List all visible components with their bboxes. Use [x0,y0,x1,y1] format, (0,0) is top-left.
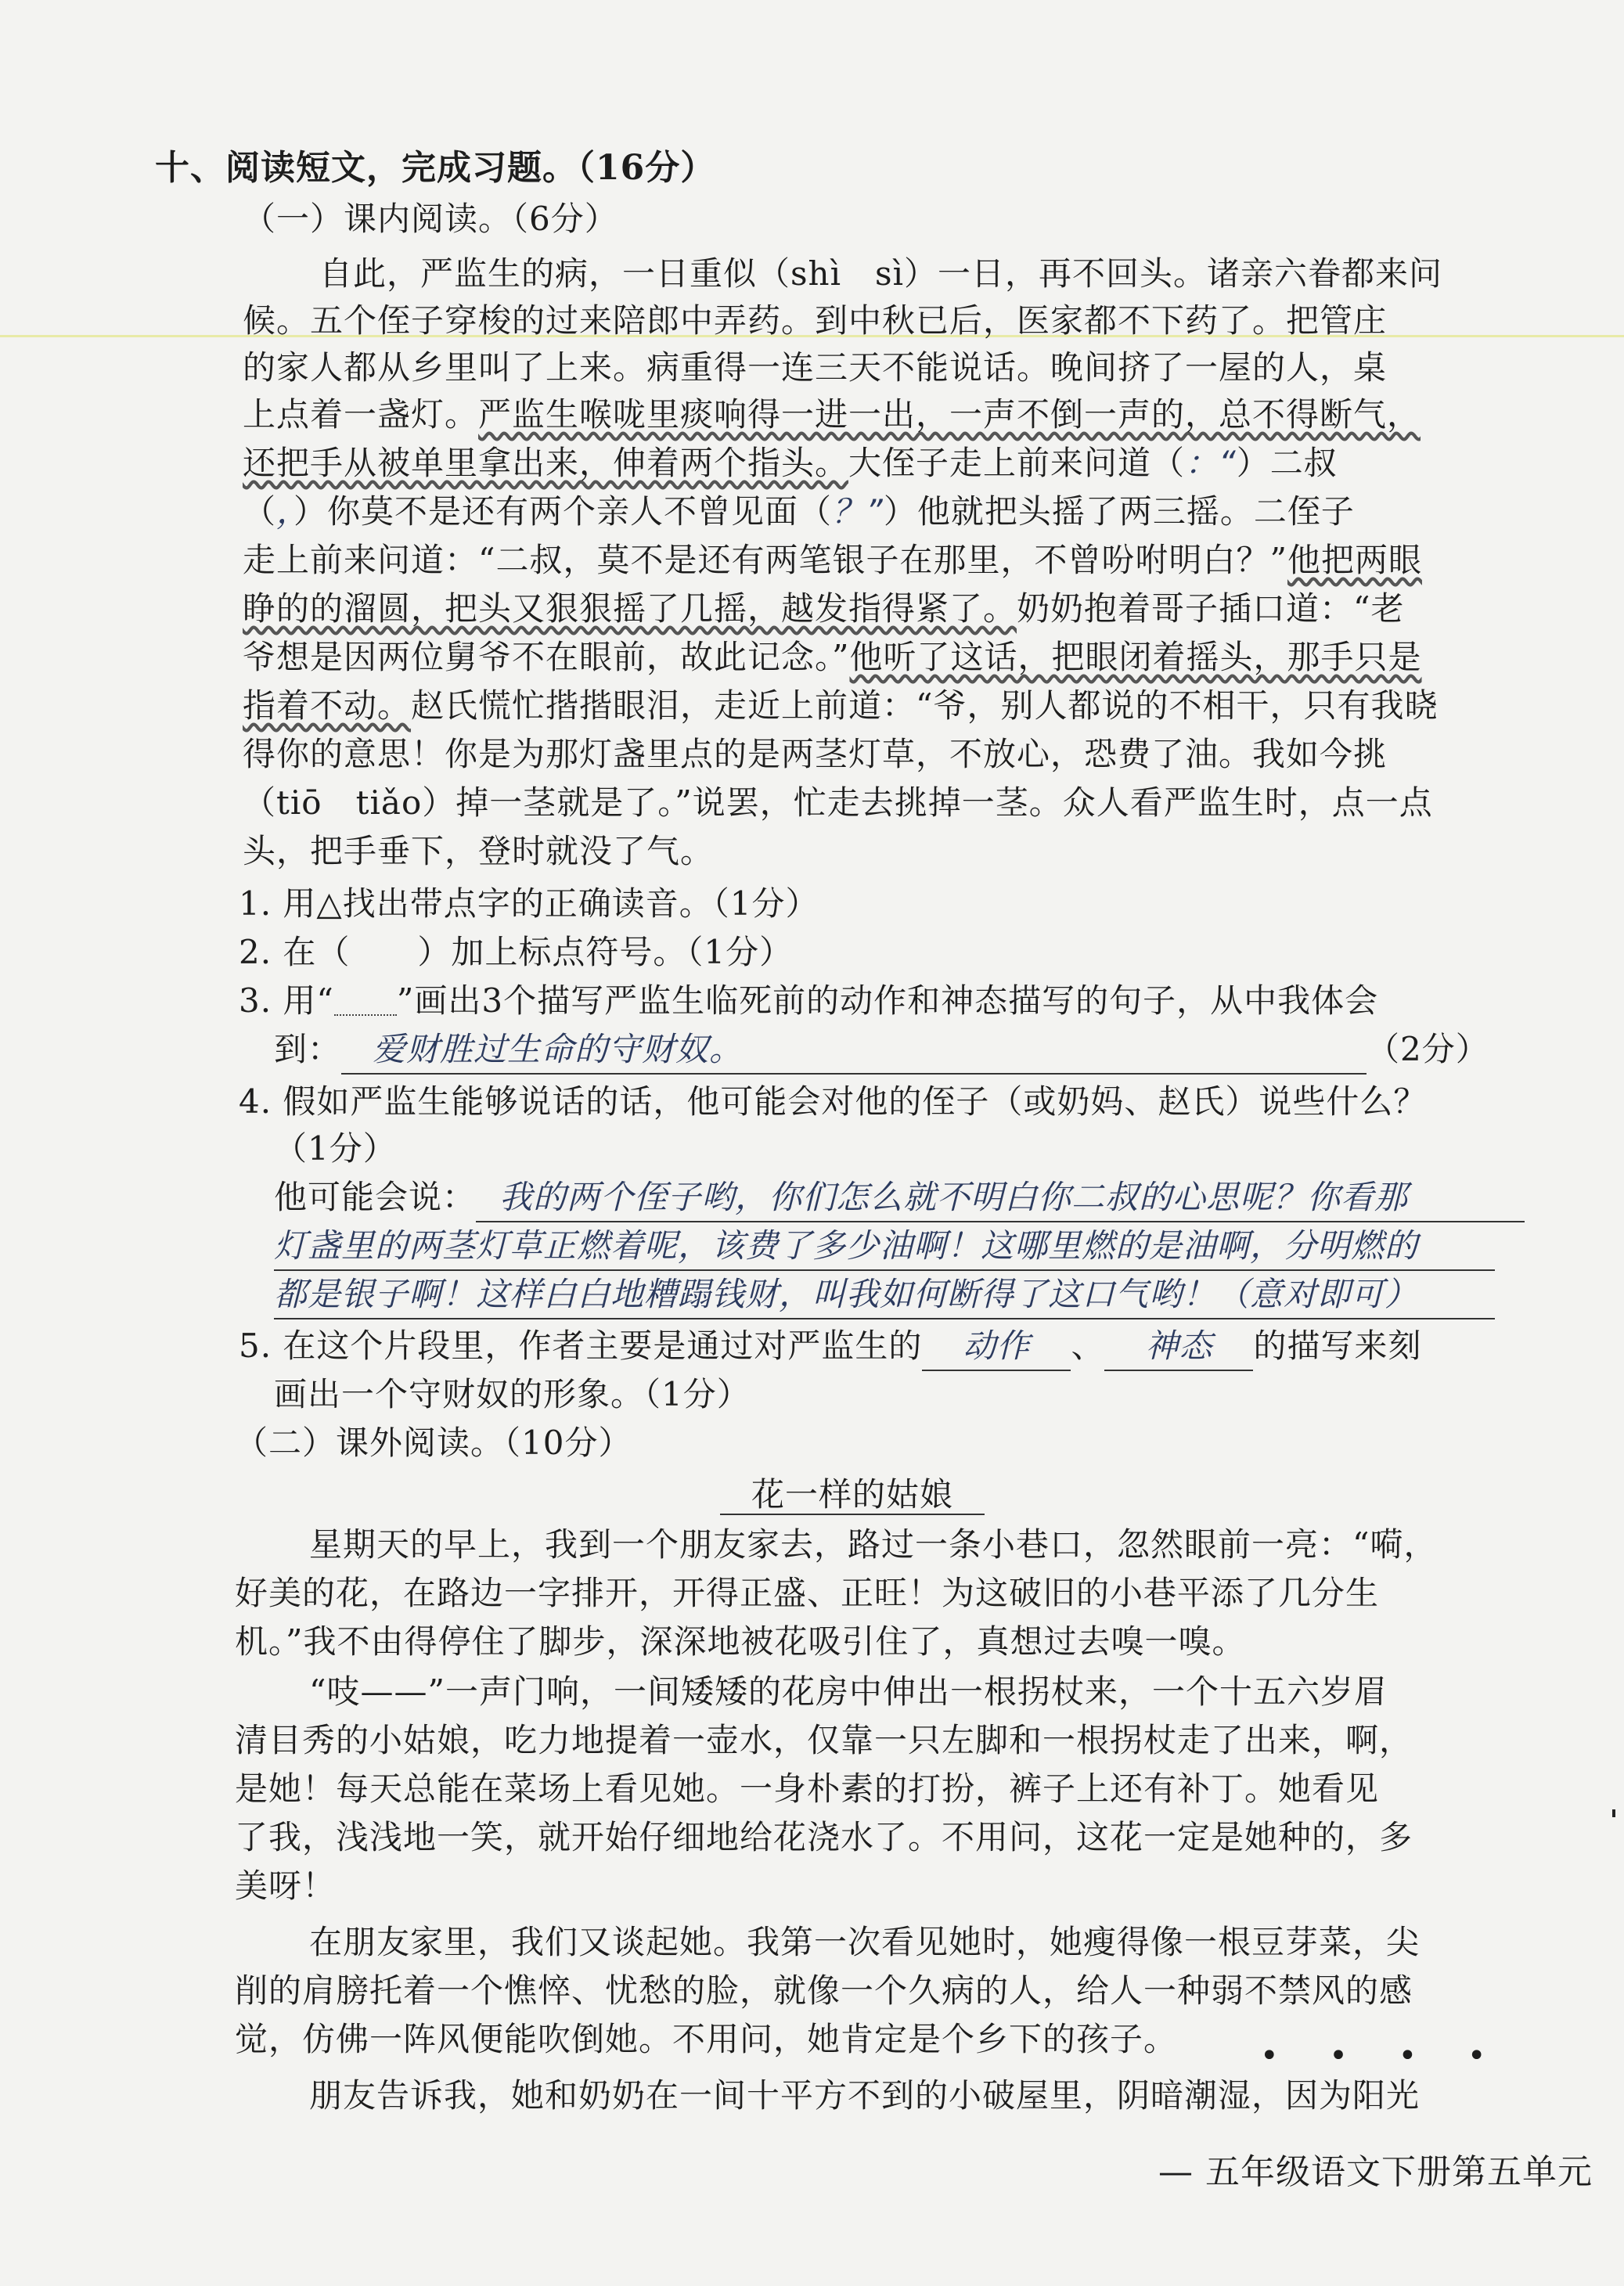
question-5a: 5. 在这个片段里，作者主要是通过对严监生的 [239,1327,923,1365]
p2-line-5: 清目秀的小姑娘，吃力地提着一壶水，仅靠一只左脚和一根拐杖走了出来，啊， [235,1721,1413,1759]
p2-line-3: 机。”我不由得停住了脚步，深深地被花吸引住了，真想过去嗅一嗅。 [235,1622,1246,1661]
p1-line-6b: ， [276,492,294,531]
question-5-sep: 、 [1071,1327,1105,1365]
p1-line-12: （tiō tiǎo）掉一茎就是了。”说罢，忙走去挑掉一茎。众人看严监生时，点一点 [243,783,1433,822]
question-4-answer-3[interactable]: 都是银子啊！这样白白地糟蹋钱财，叫我如何断得了这口气哟！（意对即可） [274,1271,1495,1319]
question-5b: 的描写来刻 [1253,1327,1422,1365]
question-4-answer-line-1 [274,1174,1525,1222]
p1-line-9 [243,634,1422,681]
p1-line-8 [243,585,1405,632]
question-3-score: （2分） [1367,1030,1489,1068]
passage-2-title [720,1471,985,1518]
p2-line-8: 美呀！ [235,1867,337,1905]
p1-line-7a: 走上前来问道：“二叔，莫不是还有两笔银子在那里，不曾吩咐明白？” [243,541,1287,579]
p2-line-10: 削的肩膀托着一个憔悴、忧愁的脸，就像一个久病的人，给人一种弱不禁风的感 [235,1971,1413,2010]
question-4-answer-line-2 [274,1222,1495,1271]
page-footer: — 五年级语文下册第五单元 [1158,2152,1593,2192]
question-4-answer-line-3 [274,1271,1495,1319]
p1-line-6e: ）他就把头摇了两三摇。二侄子 [883,492,1355,531]
p1-line-3: 的家人都从乡里叫了上来。病重得一连三天不能说话。晚间挤了一屋的人，桌 [243,348,1388,387]
question-3a: 3. 用“ [239,981,334,1020]
p1-line-10a: 指着不动。 [243,686,412,725]
p1-line-4 [243,391,1421,438]
question-4-score: （1分） [274,1129,397,1168]
p1-line-7b: 他把两眼 [1287,541,1422,579]
margin-tick-mark [1612,1809,1615,1817]
question-4-answer-1[interactable]: 我的两个侄子哟，你们怎么就不明白你二叔的心思呢？你看那 [476,1174,1525,1222]
p1-line-4b: 严监生喉咙里痰响得一进一出，一声不倒一声的，总不得断气， [478,395,1421,434]
p1-line-1: 自此，严监生的病，一日重似（shì sì）一日，再不回头。诸亲六眷都来问 [319,254,1443,293]
wavy-line-sample [334,991,397,1016]
question-3-answer-line [274,1026,1489,1075]
p1-line-13: 头，把手垂下，登时就没了气。 [243,832,715,870]
question-5-answer-2[interactable]: 神态 [1104,1323,1253,1371]
p1-line-10b: 赵氏慌忙揩揩眼泪，走近上前道：“爷，别人都说的不相干，只有我晓 [411,686,1439,725]
question-3c: 到： [274,1030,342,1068]
part1-heading: （一）课内阅读。（6分） [243,200,618,238]
emphasis-dots: • • • • [1260,2038,1507,2074]
section-heading: 十、阅读短文，完成习题。（16分） [155,148,716,188]
question-3 [239,977,1378,1024]
p1-line-5b: 大侄子走上前来问道（ [848,444,1186,482]
p1-line-4a: 上点着一盏灯。 [243,395,479,434]
p1-line-6c: ）你莫不是还有两个亲人不曾见面（ [293,492,833,531]
p1-line-11: 得你的意思！你是为那灯盏里点的是两茎灯草，不放心，恐费了油。我如今挑 [243,735,1388,773]
question-5-line-2: 画出一个守财奴的形象。（1分） [274,1375,751,1413]
question-5-answer-1[interactable]: 动作 [922,1323,1071,1371]
question-5 [239,1323,1421,1371]
p2-line-11: 觉，仿佛一阵风便能吹倒她。不用问，她肯定是个乡下的孩子。 [235,2020,1178,2058]
p1-line-10 [243,682,1439,729]
question-2: 2. 在（ ）加上标点符号。（1分） [239,933,794,971]
p1-line-2: 候。五个侄子穿梭的过来陪郎中弄药。到中秋已后，医家都不下药了。把管庄 [243,301,1388,340]
p2-line-4: “吱——”一声门响，一间矮矮的花房中伸出一根拐杖来，一个十五六岁眉 [309,1672,1388,1711]
p2-line-9: 在朋友家里，我们又谈起她。我第一次看见她时，她瘦得像一根豆芽菜，尖 [309,1923,1421,1961]
p1-line-6a: （ [243,492,277,531]
p1-line-9b: 他听了这话，把眼闭着摇头，那手只是 [849,638,1422,676]
p1-line-8b: 奶奶抱着哥子插口道：“老 [1017,589,1405,628]
p1-line-5c: ：“ [1185,444,1237,482]
p1-line-5a: 还把手从被单里拿出来，伸着两个指头。 [243,444,849,482]
question-3b: ”画出3个描写严监生临死前的动作和神态描写的句子，从中我体会 [396,981,1379,1020]
p1-line-6 [243,488,1355,535]
question-4-prompt: 他可能会说： [274,1178,477,1216]
p1-line-7 [243,537,1422,584]
question-1: 1. 用△找出带点字的正确读音。（1分） [239,884,819,923]
p2-line-13: 朋友告诉我，她和奶奶在一间十平方不到的小破屋里，阴暗潮湿，因为阳光 [309,2076,1421,2115]
p2-line-2: 好美的花，在路边一字排开，开得正盛、正旺！为这破旧的小巷平添了几分生 [235,1574,1380,1612]
part2-heading: （二）课外阅读。（10分） [235,1424,632,1462]
question-4: 4. 假如严监生能够说话的话，他可能会对他的侄子（或奶妈、赵氏）说些什么？ [239,1082,1428,1121]
p2-line-6: 是她！每天总能在菜场上看见她。一身朴素的打扮，裤子上还有补丁。她看见 [235,1769,1380,1808]
p1-line-9a: 爷想是因两位舅爷不在眼前，故此记念。” [243,638,850,676]
question-3-answer-field[interactable] [341,1026,1367,1075]
p1-line-8a: 睁的的溜圆，把头又狠狠摇了几摇，越发指得紧了。 [243,589,1017,628]
question-3-answer: 爱财胜过生命的守财奴。 [373,1030,744,1068]
question-4-answer-2[interactable]: 灯盏里的两茎灯草正燃着呢，该费了多少油啊！这哪里燃的是油啊，分明燃的 [274,1222,1495,1271]
p1-line-5 [243,440,1338,487]
p2-line-7: 了我，浅浅地一笑，就开始仔细地给花浇水了。不用问，这花一定是她种的，多 [235,1818,1413,1856]
p2-line-1: 星期天的早上，我到一个朋友家去，路过一条小巷口，忽然眼前一亮：“嗬， [309,1525,1438,1564]
passage-2-title-text: 花一样的姑娘 [720,1475,985,1515]
p1-line-6d: ？” [832,492,884,531]
p1-line-5d: ）二叔 [1236,444,1338,482]
